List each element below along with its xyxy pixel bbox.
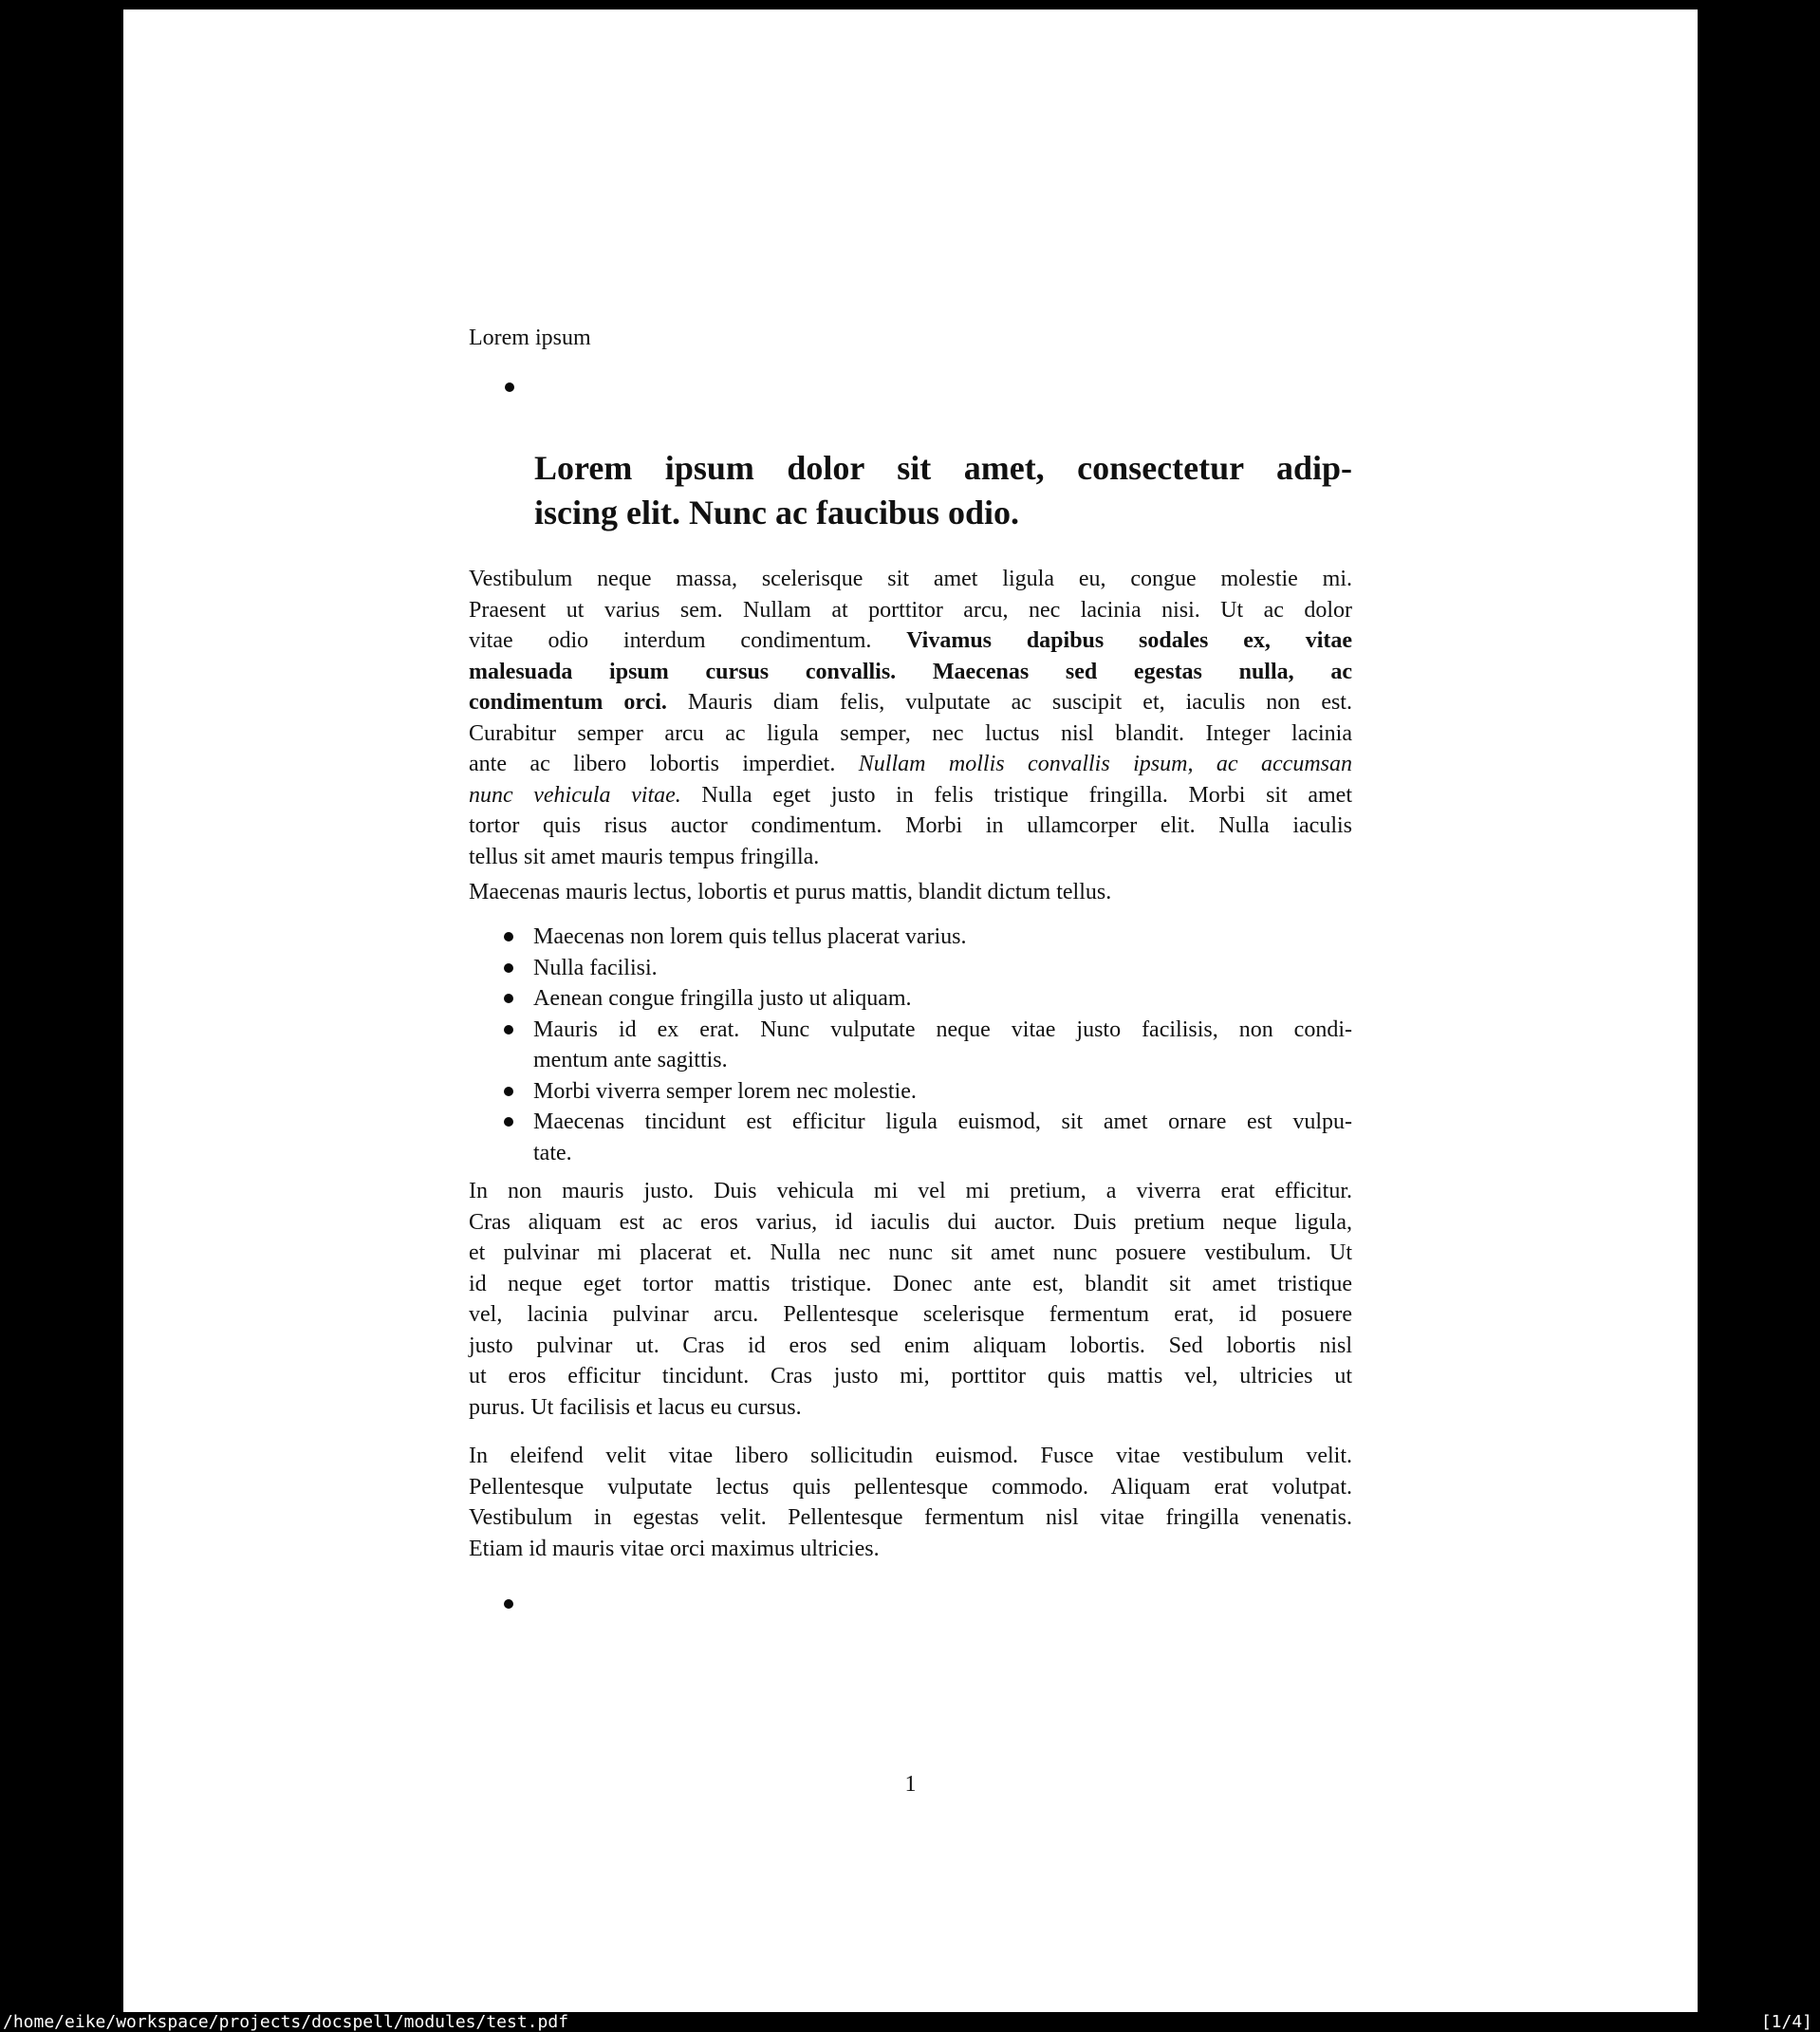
text-line: justo pulvinar ut. Cras id eros sed enim aliquam lobortis. Sed lobortis nisl (469, 1333, 1352, 1358)
list-item (533, 953, 1352, 984)
bullet-icon (504, 994, 513, 1003)
italic-text: nunc vehicula vitae. (469, 782, 702, 808)
text-line: In eleifend velit vitae libero sollicitudin euismod. Fusce vitae vestibulum velit. (469, 1444, 1352, 1468)
text-line: purus. Ut facilisis et lacus eu cursus. (469, 1394, 802, 1420)
text-run: ante ac libero lobortis imperdiet. (469, 752, 859, 776)
bullet-icon-empty-item (504, 1599, 513, 1609)
text-run: Mauris diam felis, vulputate ac suscipit et, iaculis non est. (687, 690, 1352, 715)
text-line: Morbi viverra semper lorem nec molestie. (533, 1078, 917, 1104)
bullet-icon (504, 1117, 513, 1127)
list-item (533, 983, 1352, 1015)
text-line: mentum ante sagittis. (533, 1048, 728, 1072)
text-line (469, 811, 1352, 842)
text-line: vel, lacinia pulvinar arcu. Pellentesque scelerisque fermentum erat, id posuere (469, 1302, 1352, 1327)
text-line: Maecenas non lorem quis tellus placerat varius. (533, 924, 967, 949)
list-item (533, 1015, 1352, 1076)
text-line: Maecenas mauris lectus, lobortis et purus mattis, blandit dictum tellus. (469, 880, 1112, 904)
paragraph-3 (469, 1176, 1352, 1423)
text-line: Vestibulum in egestas velit. Pellentesque fermentum nisl vitae fringilla venenatis. (469, 1505, 1352, 1530)
intro-paragraph (469, 323, 1352, 354)
text-run: tellus sit amet mauris tempus fringilla. (469, 844, 820, 869)
text-line (469, 595, 1352, 626)
text-line: ut eros efficitur tincidunt. Cras justo mi, porttitor quis mattis vel, ultricies ut (469, 1364, 1352, 1389)
list-item (533, 1076, 1352, 1108)
text-line (469, 625, 1352, 657)
text-line: Aenean congue fringilla justo ut aliquam. (533, 986, 912, 1011)
italic-text: Nullam mollis convallis ipsum, ac accumsan (858, 752, 1352, 776)
bold-text: Vivamus dapibus sodales ex, vitae (906, 628, 1352, 653)
text-line: Cras aliquam est ac eros varius, id iaculis dui auctor. Duis pretium neque ligula, (469, 1209, 1352, 1235)
bullet-icon (504, 963, 513, 973)
pdf-page[interactable] (123, 9, 1698, 2012)
text-line: Maecenas tincidunt est efficitur ligula euismod, sit amet ornare est vulpu- (533, 1109, 1352, 1134)
text-line (469, 749, 1352, 780)
section-heading-line-1: Lorem ipsum dolor sit amet, consectetur adip- (534, 449, 1352, 487)
section-heading (534, 446, 1352, 535)
text-run: Vestibulum neque massa, scelerisque sit amet ligula eu, congue molestie mi. (469, 567, 1352, 591)
status-bar (0, 2012, 1820, 2032)
paragraph-2 (469, 877, 1352, 908)
text-run: Praesent ut varius sem. Nullam at porttitor arcu, nec lacinia nisi. Ut ac dolor (469, 597, 1352, 623)
text-line: tate. (533, 1140, 572, 1165)
list-item (533, 1107, 1352, 1168)
text-line (469, 718, 1352, 750)
text-line (469, 687, 1352, 718)
text-run: Nulla eget justo in felis tristique fringilla. Morbi sit amet (701, 782, 1352, 808)
text-run: Curabitur semper arcu ac ligula semper, nec luctus nisl blandit. Integer lacinia (469, 720, 1352, 746)
text-line: Pellentesque vulputate lectus quis pellentesque commodo. Aliquam erat volutpat. (469, 1474, 1352, 1500)
text-line: id neque eget tortor mattis tristique. Donec ante est, blandit sit amet tristique (469, 1271, 1352, 1296)
list-item (533, 922, 1352, 953)
intro-text: Lorem ipsum (469, 326, 591, 350)
bullet-icon (505, 382, 514, 392)
text-line (469, 842, 1352, 873)
section-heading-line-2: iscing elit. Nunc ac faucibus odio. (534, 494, 1020, 531)
text-line: Etiam id mauris vitae orci maximus ultricies. (469, 1536, 880, 1561)
text-run: tortor quis risus auctor condimentum. Morbi in ullamcorper elit. Nulla iaculis (469, 813, 1352, 838)
paragraph-4 (469, 1441, 1352, 1564)
text-line: et pulvinar mi placerat et. Nulla nec nunc sit amet nunc posuere vestibulum. Ut (469, 1240, 1352, 1265)
status-file-path: /home/eike/workspace/projects/docspell/modules/test.pdf (3, 2012, 569, 2032)
text-run: vitae odio interdum condimentum. (469, 628, 907, 653)
bullet-icon (504, 932, 513, 941)
status-page-indicator: [1/4] (1760, 2012, 1812, 2032)
bullet-list (533, 922, 1352, 1168)
text-line (469, 780, 1352, 811)
bullet-icon (504, 1087, 513, 1096)
paragraph-1 (469, 564, 1352, 872)
text-line: Mauris id ex erat. Nunc vulputate neque vitae justo facilisis, non condi- (533, 1016, 1352, 1042)
bold-text: malesuada ipsum cursus convallis. Maecenas sed egestas nulla, ac (469, 659, 1352, 684)
text-line: In non mauris justo. Duis vehicula mi vel mi pretium, a viverra erat efficitur. (469, 1179, 1352, 1203)
text-line (469, 564, 1352, 595)
text-line: Nulla facilisi. (533, 955, 658, 980)
bold-text: condimentum orci. (469, 690, 688, 715)
text-line (469, 657, 1352, 688)
bullet-icon (504, 1025, 513, 1035)
page-number: 1 (904, 1772, 917, 1797)
